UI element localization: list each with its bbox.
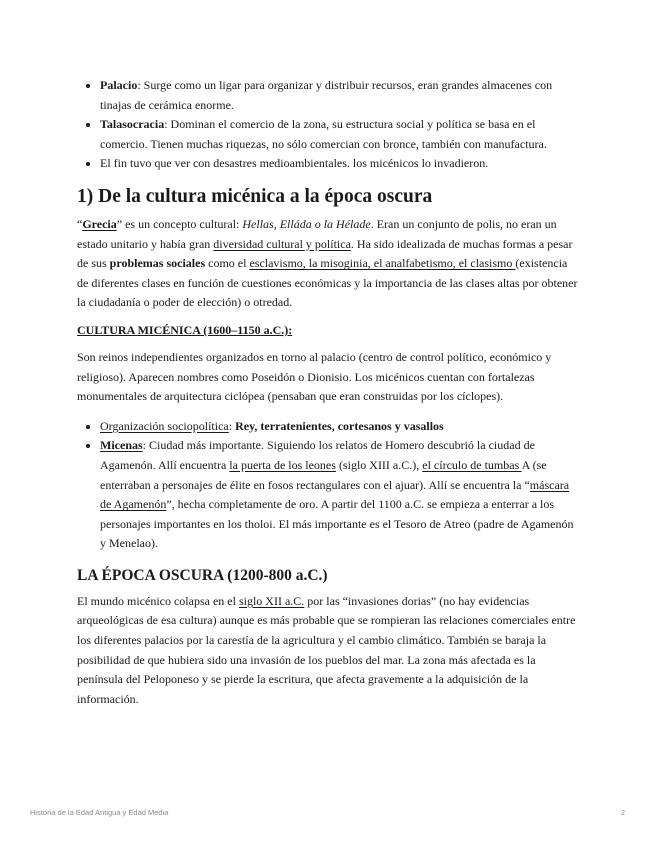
paragraph-reinos: Son reinos independientes organizados en torno al palacio (centro de control político, económico y religioso). Aparecen nombres como Poseidón o Dionisio. Los micénicos cuentan con fortalezas monumentales de arquitectura ciclópea (pensaban que eran construidas por los cíclopes). [77, 349, 552, 404]
footer-title: Historia de la Edad Antigua y Edad Media [30, 808, 169, 817]
bullet-list-top [77, 76, 579, 174]
term-grecia: Grecia [82, 216, 117, 231]
list-item: • Micenas: Ciudad más importante. Siguiendo los relatos de Homero descubrió la ciudad de Agamenón. Allí encuentra la puerta de los leones (siglo XIII a.C.), el círculo de tumbas A (se enterraban a personajes de élite en fosos rectangulares con el ajuar). Allí se encuentra la “máscara de Agamenón”, hecha completamente de oro. A partir del 1100 a.C. se empieza a enterrar a los personajes importantes en los tholoi. El más importante es el Tesoro de Atreo (padre de Agamenón y Menelao). [100, 436, 579, 554]
page-number: 2 [620, 808, 625, 817]
list-item: • El fin tuvo que ver con desastres medioambientales. los micénicos lo invadieron. [100, 154, 579, 174]
list-item: • Organización sociopolítica: Rey, terratenientes, cortesanos y vasallos [100, 417, 579, 437]
paragraph-grecia: “Grecia” es un concepto cultural: Hellas, Elláda o la Hélade. Eran un conjunto de polis, no eran un estado unitario y había gran diversidad cultural y política. Ha sido idealizada de muchas formas a pesar de sus problemas sociales como el esclavismo, la misoginia, el analfabetismo, el clasismo (existencia de diferentes clases en función de cuestiones económicas y la importancia de las clases altas por obtener la ciudadanía o poder de elección) o otredad. [77, 216, 578, 310]
bullet-list-micenica [77, 417, 579, 554]
term-micenas: Micenas [100, 438, 143, 453]
section-heading: 1) De la cultura micénica a la época oscura [77, 185, 433, 207]
page-footer [30, 808, 625, 817]
list-item: • Palacio: Surge como un ligar para organizar y distribuir recursos, eran grandes almacenes con tinajas de cerámica enorme. [100, 76, 579, 115]
paragraph-epoca-oscura: El mundo micénico colapsa en el siglo XII a.C. por las “invasiones dorias” (no hay evidencias arqueológicas de esa cultura) aunque es más probable que se rompieran las relaciones comerciales entre los diferentes palacios por la carestía de la agricultura y el cambio climático. También se baraja la posibilidad de que hubiera sido una invasión de los pueblos del mar. La zona más afectada es la península del Peloponeso y se pierde la escritura, que afecta gravemente a la adquisición de la información. [77, 593, 576, 706]
term-palacio: Palacio [100, 78, 138, 92]
document-page [77, 76, 579, 709]
term-talasocracia: Talasocracia [100, 117, 165, 132]
section-heading-epoca-oscura: LA ÉPOCA OSCURA (1200-800 a.C.) [77, 566, 328, 584]
list-item: • Talasocracia: Dominan el comercio de la zona, su estructura social y política se basa en el comercio. Tienen muchas riquezas, no sólo comercian con bronce, también con manufactura. [100, 115, 579, 154]
subheading-cultura-micenica: CULTURA MICÉNICA (1600–1150 a.C.): [77, 322, 293, 337]
